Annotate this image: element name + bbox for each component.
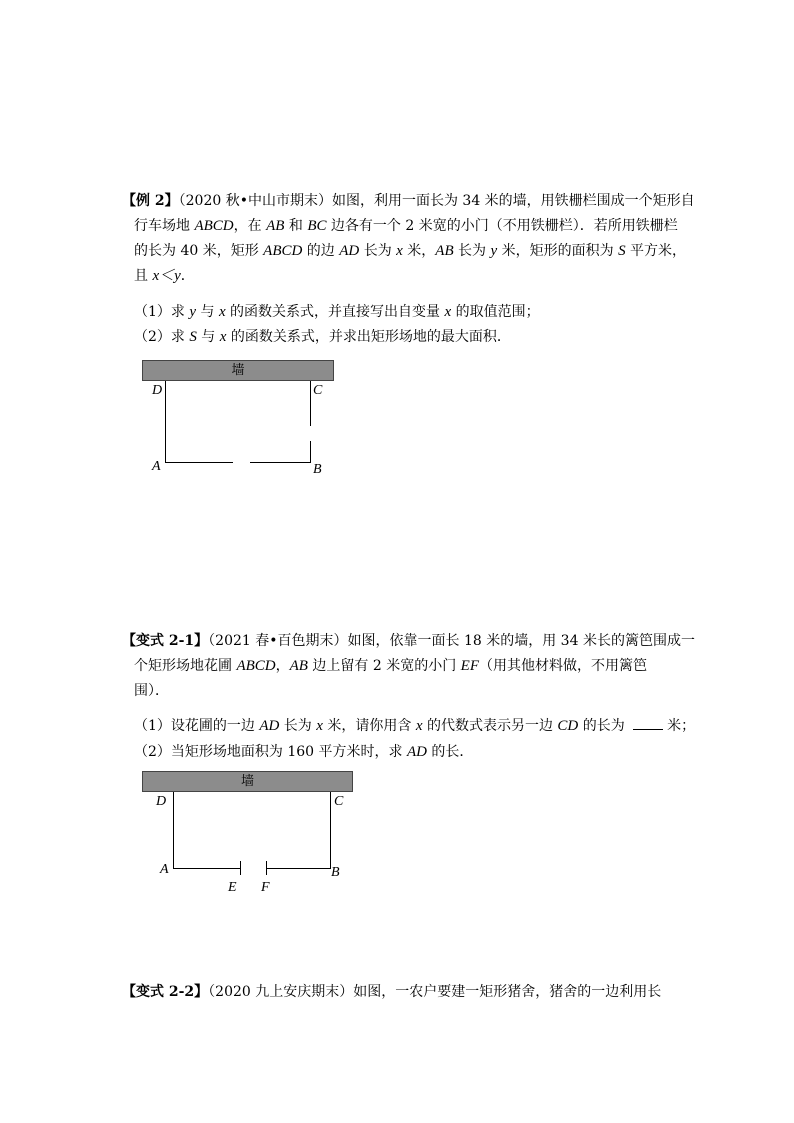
side-ad bbox=[165, 381, 166, 463]
side-ae bbox=[173, 868, 240, 869]
side-bc-top bbox=[310, 381, 311, 426]
wall-bar bbox=[142, 771, 353, 792]
side-bc bbox=[330, 792, 331, 869]
example-2-statement bbox=[122, 189, 695, 289]
wall-bar bbox=[142, 360, 334, 381]
answer-blank bbox=[633, 715, 663, 730]
variant-2-2-tag: 【变式 2-2】 bbox=[122, 984, 209, 1000]
example-2-source: （2020 秋•中山市期末） bbox=[178, 193, 332, 209]
example-2-question-2: （2）求 S 与 x 的函数关系式，并求出矩形场地的最大面积． bbox=[134, 329, 511, 345]
variant-2-2-source: （2020 九上安庆期末） bbox=[208, 984, 354, 1000]
side-bc-bottom bbox=[310, 441, 311, 463]
wall-label: 墙 bbox=[231, 363, 245, 378]
variant-2-1-line-2: 个矩形场地花圃 ABCD，AB 边上留有 2 米宽的小门 EF（用其他材料做，不用篱笆 bbox=[134, 658, 647, 674]
vertex-a: A bbox=[160, 862, 169, 877]
side-ab-right bbox=[250, 462, 311, 463]
side-ad bbox=[173, 792, 174, 869]
vertex-b: B bbox=[313, 462, 322, 477]
variant-2-2-line-1: 【变式 2-2】（2020 九上安庆期末）如图，一农户要建一矩形猪舍，猪舍的一边利用长 bbox=[122, 984, 662, 1000]
vertex-c: C bbox=[334, 794, 344, 809]
vertex-d: D bbox=[156, 794, 167, 809]
variant-2-1-tag: 【变式 2-1】 bbox=[122, 633, 209, 649]
vertex-b: B bbox=[331, 865, 340, 880]
variant-2-2-statement bbox=[122, 980, 682, 1005]
variant-2-1-question-2: （2）当矩形场地面积为 160 平方米时，求 AD 的长． bbox=[134, 744, 474, 760]
gate-post-e bbox=[240, 861, 241, 875]
variant-2-1-question-1: （1）设花圃的一边 AD 长为 x 米，请你用含 x 的代数式表示另一边 CD 的长为 米； bbox=[134, 714, 695, 739]
variant-2-1-source: （2021 春•百色期末） bbox=[208, 633, 348, 649]
example-2-line-4: 且 x＜y． bbox=[134, 268, 195, 284]
example-2-question-1: （1）求 y 与 x 的函数关系式，并直接写出自变量 x 的取值范围； bbox=[134, 304, 540, 320]
vertex-c: C bbox=[313, 383, 323, 398]
example-2-tag: 【例 2】 bbox=[122, 193, 179, 209]
point-e: E bbox=[228, 880, 237, 895]
variant-2-1-line-3: 围）． bbox=[134, 683, 169, 699]
variant-2-1-line-1: 【变式 2-1】（2021 春•百色期末）如图，依靠一面长 18 米的墙，用 34 米长的篱笆围成一 bbox=[122, 633, 695, 649]
vertex-a: A bbox=[152, 459, 161, 474]
wall-label: 墙 bbox=[240, 774, 254, 789]
example-2-line-3: 的长为 40 米，矩形 ABCD 的边 AD 长为 x 米，AB 长为 y 米，矩形的面积为 S 平方米， bbox=[134, 243, 687, 259]
point-f: F bbox=[261, 880, 270, 895]
variant-2-1-statement bbox=[122, 629, 695, 704]
vertex-d: D bbox=[152, 383, 163, 398]
side-ab-left bbox=[165, 462, 233, 463]
example-2-line-2: 行车场地 ABCD，在 AB 和 BC 边各有一个 2 米宽的小门（不用铁栅栏）．若所用铁栅栏 bbox=[134, 218, 678, 234]
side-fb bbox=[266, 868, 331, 869]
example-2-line-1: 【例 2】（2020 秋•中山市期末）如图，利用一面长为 34 米的墙，用铁栅栏围成一个矩形自 bbox=[122, 193, 695, 209]
